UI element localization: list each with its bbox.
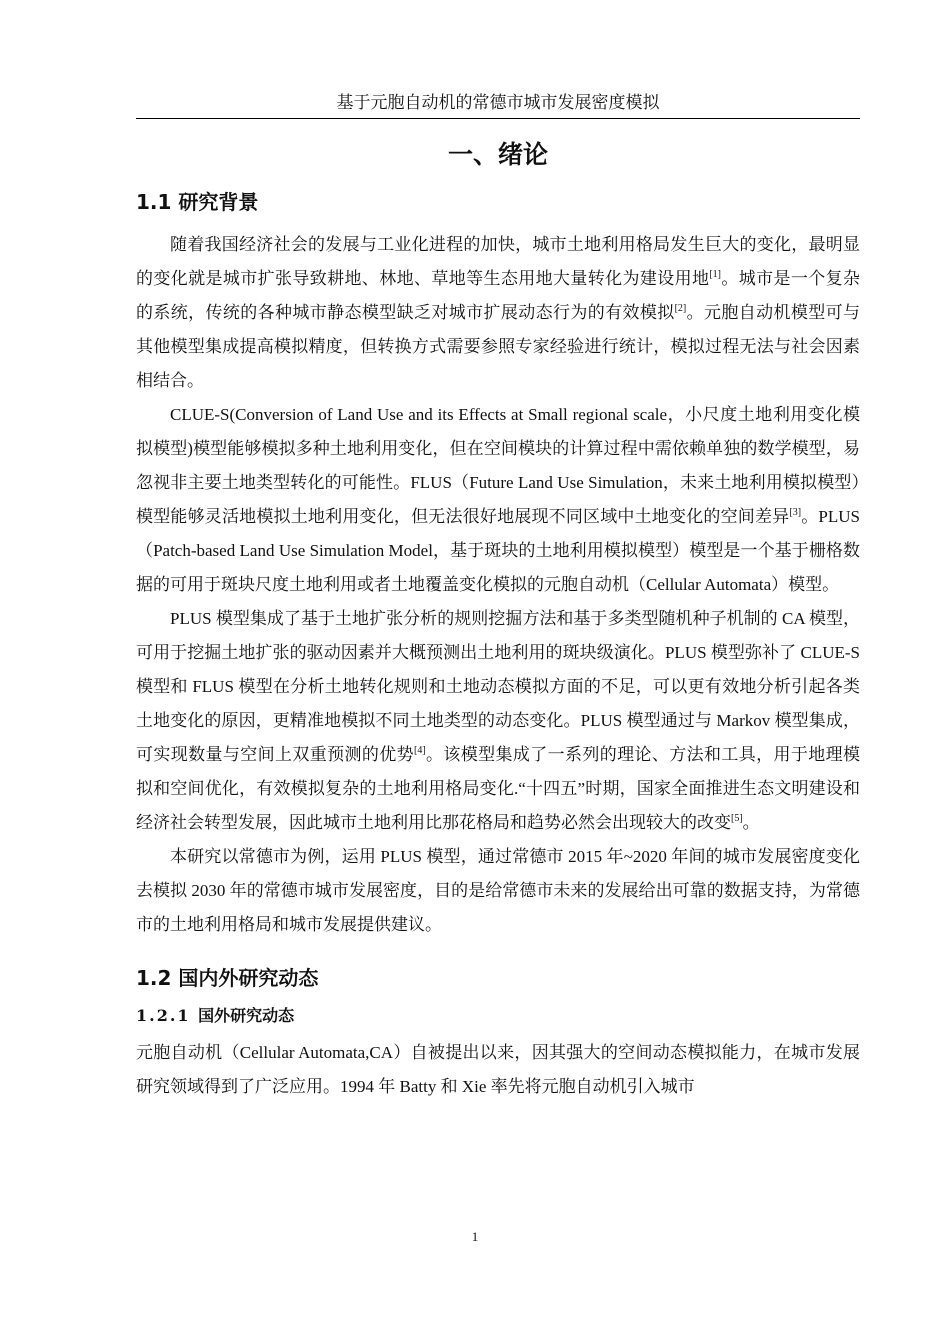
citation-ref: [5] xyxy=(731,813,743,824)
running-header: 基于元胞自动机的常德市城市发展密度模拟 xyxy=(136,92,860,119)
citation-ref: [3] xyxy=(789,507,802,518)
paragraph-foreign-research-1: 元胞自动机（Cellular Automata,CA）自被提出以来，因其强大的空间动态模拟能力，在城市发展研究领域得到了广泛应用。1994 年 Batty 和 Xie 率先将元胞自动机引入城市 xyxy=(136,1043,860,1096)
page-content xyxy=(136,138,860,1104)
citation-ref: [2] xyxy=(674,303,687,314)
subsection-number: 1.2.1 xyxy=(136,1006,191,1025)
paragraph-background-1 xyxy=(136,228,860,398)
paragraph-text: PLUS 模型集成了基于土地扩张分析的规则挖掘方法和基于多类型随机种子机制的 CA 模型，可用于挖掘土地扩张的驱动因素并大概预测出土地利用的斑块级演化。PLUS 模型弥补了 CLUE-S 模型和 FLUS 模型在分析土地转化规则和土地动态模拟方面的不足，可以更有效地分析引起各类土地变化的原因，更精准地模拟不同土地类型的动态变化。PLUS 模型通过与 Markov 模型集成，可实现数量与空间上双重预测的优势 xyxy=(136,609,860,764)
paragraph-background-3 xyxy=(136,602,860,840)
subsection-title: 国外研究动态 xyxy=(198,1006,295,1025)
page-number: 1 xyxy=(471,1229,479,1244)
paragraph-text: 。元胞自动机模型可与其他模型集成提高模拟精度，但转换方式需要参照专家经验进行统计，模拟过程无法与社会因素相结合。 xyxy=(136,303,861,390)
section-heading-1-1: 1.1 研究背景 xyxy=(136,190,259,214)
paragraph-text: 。PLUS（Patch-based Land Use Simulation Model，基于斑块的土地利用模拟模型）模型是一个基于栅格数据的可用于斑块尺度土地利用或者土地覆盖变化模拟的元胞自动机（Cellular Automata）模型。 xyxy=(136,507,861,594)
section-heading-1-2: 1.2 国内外研究动态 xyxy=(136,966,319,990)
paragraph-background-4: 本研究以常德市为例，运用 PLUS 模型，通过常德市 2015 年~2020 年间的城市发展密度变化去模拟 2030 年的常德市城市发展密度，目的是给常德市未来的发展给出可靠的数据支持，为常德市的土地利用格局和城市发展提供建议。 xyxy=(136,847,860,934)
paragraph-text: 随着我国经济社会的发展与工业化进程的加快，城市土地利用格局发生巨大的变化，最明显的变化就是城市扩张导致耕地、林地、草地等生态用地大量转化为建设用地 xyxy=(136,235,860,288)
citation-ref: [1] xyxy=(709,269,722,280)
paragraph-text: 。该模型集成了一系列的理论、方法和工具，用于地理模拟和空间优化，有效模拟复杂的土地利用格局变化.“十四五”时期，国家全面推进生态文明建设和经济社会转型发展，因此城市土地利用比那花格局和趋势必然会出现较大的改变 xyxy=(136,745,861,832)
paragraph-text: 。城市是一个复杂的系统，传统的各种城市静态模型缺乏对城市扩展动态行为的有效模拟 xyxy=(136,269,861,322)
chapter-title: 一、绪论 xyxy=(447,140,548,169)
paragraph-text: 。 xyxy=(742,813,760,832)
citation-ref: [4] xyxy=(413,745,426,756)
subsection-heading-1-2-1 xyxy=(136,1004,860,1028)
paragraph-background-2 xyxy=(136,398,860,602)
paragraph-text: CLUE-S(Conversion of Land Use and its Effects at Small regional scale，小尺度土地利用变化模拟模型)模型能够模拟多种土地利用变化，但在空间模块的计算过程中需依赖单独的数学模型，易忽视非主要土地类型转化的可能性。FLUS（Future Land Use Simulation，未来土地利用模拟模型）模型能够灵活地模拟土地利用变化，但无法很好地展现不同区域中土地变化的空间差异 xyxy=(136,405,860,526)
